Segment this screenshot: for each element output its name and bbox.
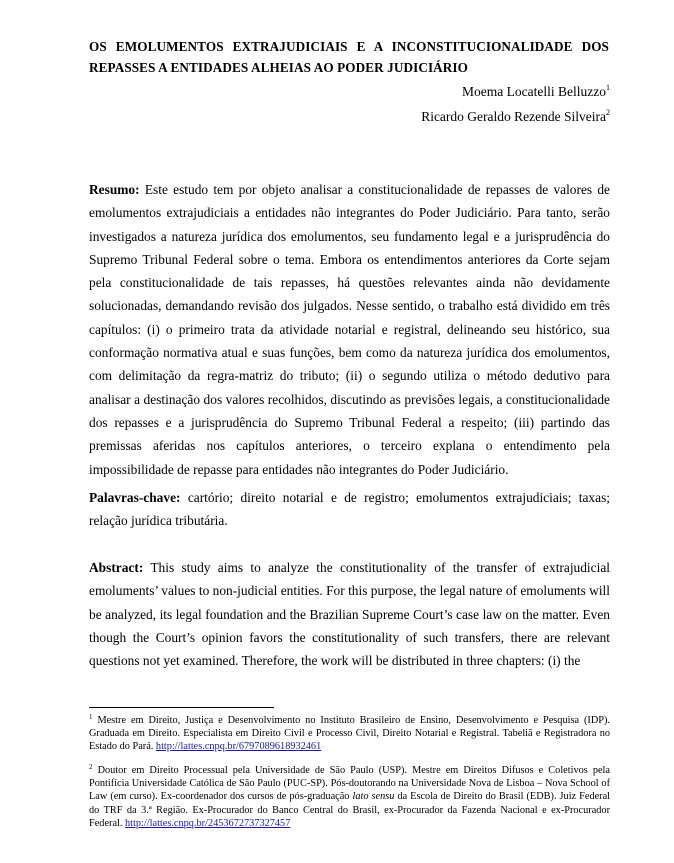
footnote-2 [89,764,610,830]
footnote-1 [89,714,610,754]
footnote-marker[interactable]: 2 [606,108,610,117]
footnote-marker[interactable]: 1 [606,83,610,92]
author-1 [462,83,610,101]
resumo-label: Resumo: [89,182,140,197]
footnote-text: Mestre em Direito, Justiça e Desenvolvimento no Instituto Brasileiro de Ensino, Desenvolvimento e Pesquisa (IDP). Graduada em Direito. Especialista em Direito Civil e Processo Civil, Direito Notarial e Registral. Tabeliã e Registradora no Estado do Pará. [89,715,610,753]
abstract-paragraph [89,556,610,672]
abstract-label: Abstract: [89,560,144,575]
footnote-number: 2 [89,763,93,771]
resumo-paragraph [89,178,610,481]
footnote-text: Doutor em Direito Processual pela Universidade de São Paulo (USP). Mestre em Direitos Difusos e Coletivos pela Pontifícia Universidade Católica de São Paulo (PUC-SP). Pós-doutorando na Universidade Nova de Lisboa – Nova School of Law (em curso). Ex-coordenador dos cursos de pós-graduação [89,765,610,803]
author-name: Moema Locatelli Belluzzo [462,84,606,99]
author-name: Ricardo Geraldo Rezende Silveira [421,109,606,124]
footnote-italic-term: lato sensu [352,791,395,803]
article-title: OS EMOLUMENTOS EXTRAJUDICIAIS E A INCONSTITUCIONALIDADE DOS REPASSES A ENTIDADES ALHEIAS AO PODER JUDICIÁRIO [89,39,609,75]
keywords-label: Palavras-chave: [89,490,181,505]
keywords-text: cartório; direito notarial e de registro; emolumentos extrajudiciais; taxas; relação jurídica tributária. [89,490,610,529]
keywords-paragraph [89,486,610,533]
footnote-number: 1 [89,713,93,721]
footnote-text-continued: da Escola de Direito do Brasil (EDB). Juiz Federal do TRF da 3.ª Região. Ex-Procurador do Banco Central do Brasil, ex-Procurador da Fazenda Nacional e ex-Procurador Federal. [89,791,611,829]
footnote-separator [89,707,274,708]
resumo-text: Este estudo tem por objeto analisar a constitucionalidade de repasses de valores de emolumentos extrajudiciais a entidades não integrantes do Poder Judiciário. Para tanto, serão investigados a natureza jurídica dos emolumentos, seu fundamento legal e a jurisprudência do Supremo Tribunal Federal sobre o tema. Embora os entendimentos anteriores da Corte sejam pela constitucionalidade de tais repasses, há questões relevantes ainda não devidamente solucionadas, demandando revisão dos julgados. Nesse sentido, o trabalho está dividido em três capítulos: (i) o primeiro trata da atividade notarial e registral, delineando seu histórico, sua conformação normativa atual e suas funções, bem como da natureza jurídica dos emolumentos, com delimitação da regra-matriz do tributo; (ii) o segundo utiliza o método dedutivo para analisar a destinação dos valores recolhidos, discutindo as previsões legais, a constitucionalidade dos repasses e a jurisprudência do Supremo Tribunal Federal a respeito; (iii) partindo das premissas aferidas nos capítulos anteriores, o terceiro explana o entendimento pela impossibilidade de repasse para entidades não integrantes do Poder Judiciário. [89,182,610,477]
author-2 [421,108,610,126]
lattes-link[interactable]: http://lattes.cnpq.br/6797089618932461 [155,741,322,753]
abstract-text: This study aims to analyze the constitutionality of the transfer of extrajudicial emoluments’ values to non-judicial entities. For this purpose, the legal nature of emoluments will be analyzed, its legal foundation and the Brazilian Supreme Court’s case law on the matter. Even though the Court’s opinion favors the constitutionality of such transfers, there are relevant questions not yet examined. Therefore, the work will be distributed in three chapters: (i) the [89,560,610,669]
lattes-link[interactable]: http://lattes.cnpq.br/2453672737327457 [125,817,291,829]
